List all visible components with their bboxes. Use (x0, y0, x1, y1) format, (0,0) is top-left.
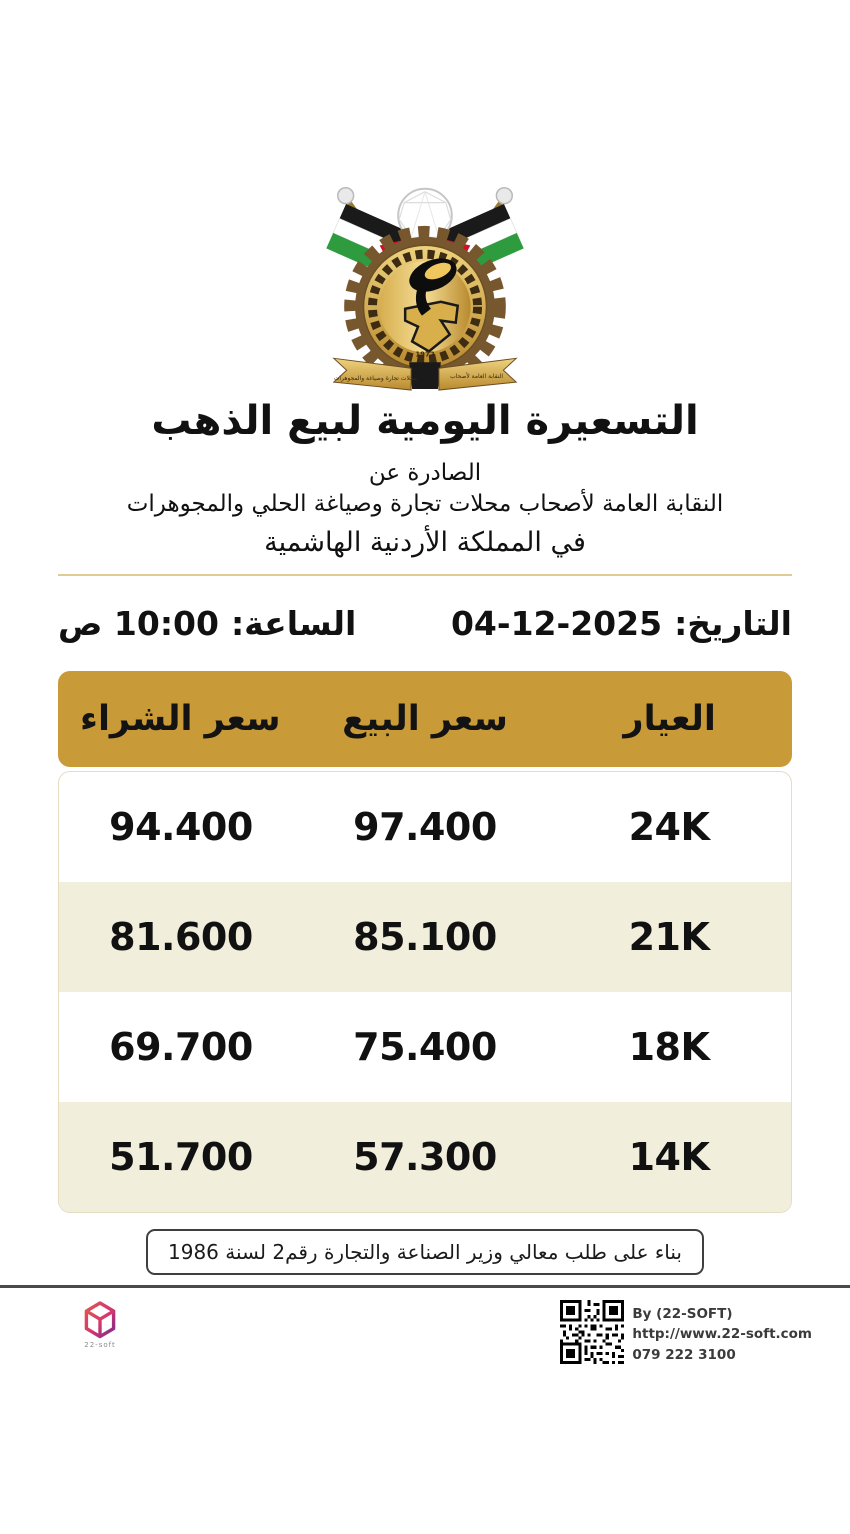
karat-cell: 21K (628, 915, 710, 959)
sell-price-cell: 57.300 (353, 1135, 497, 1179)
gold-divider (58, 574, 792, 576)
datetime-row (0, 604, 850, 643)
country-name: في المملكة الأردنية الهاشمية (264, 527, 586, 558)
issued-by-label: الصادرة عن (368, 460, 482, 486)
page-title: التسعيرة اليومية لبيع الذهب (151, 398, 699, 444)
credit-text-block (632, 1300, 812, 1365)
pole-knob-right (496, 188, 512, 204)
time-label: الساعة: (230, 604, 357, 643)
karat-cell: 24K (628, 805, 710, 849)
time-value: 10:00 ص (58, 604, 219, 643)
date-pair (451, 604, 792, 643)
column-header-karat: العيار (623, 699, 716, 739)
ribbon-banner (334, 358, 516, 390)
buy-price-cell: 69.700 (109, 1025, 253, 1069)
table-row (59, 882, 791, 992)
table-body (58, 771, 792, 1213)
credit-phone: 079 222 3100 (632, 1346, 736, 1363)
sell-price-cell: 97.400 (353, 805, 497, 849)
pole-knob-left (338, 188, 354, 204)
karat-cell: 14K (628, 1135, 710, 1179)
syndicate-logo-icon (306, 158, 544, 396)
date-value: 04-12-2025 (450, 604, 663, 643)
buy-price-cell: 94.400 (109, 805, 253, 849)
credits-bar (0, 1288, 850, 1365)
syndicate-name: النقابة العامة لأصحاب محلات تجارة وصياغة الحلي والمجوهرات (126, 491, 724, 517)
table-row (59, 1102, 791, 1212)
cube-logo-icon (83, 1300, 117, 1340)
column-header-sell: سعر البيع (342, 699, 508, 739)
developer-credit (560, 1300, 812, 1365)
date-label: التاريخ: (674, 604, 792, 643)
credit-by: By (22-SOFT) (632, 1306, 733, 1322)
column-header-buy: سعر الشراء (80, 699, 281, 739)
logo-container (0, 0, 850, 396)
ribbon-text-left: محلات تجارة وصياغة والمجوهرات (333, 375, 418, 383)
ribbon-text-right: النقابة العامة لأصحاب (450, 373, 503, 381)
ministry-note: بناء على طلب معالي وزير الصناعة والتجارة رقم2 لسنة 1986 (146, 1229, 704, 1275)
company-caption: 22-soft (84, 1341, 116, 1349)
table-row (59, 992, 791, 1102)
table-row (59, 772, 791, 882)
credit-url: http://www.22-soft.com (632, 1326, 812, 1343)
sell-price-cell: 85.100 (353, 915, 497, 959)
table-header (58, 671, 792, 767)
price-table (58, 671, 792, 1213)
company-brand (72, 1300, 128, 1349)
buy-price-cell: 81.600 (109, 915, 253, 959)
sell-price-cell: 75.400 (353, 1025, 497, 1069)
logo-year-text: 1972 (415, 350, 435, 359)
buy-price-cell: 51.700 (109, 1135, 253, 1179)
qr-code-icon (560, 1300, 624, 1364)
karat-cell: 18K (628, 1025, 710, 1069)
time-pair (58, 604, 356, 643)
